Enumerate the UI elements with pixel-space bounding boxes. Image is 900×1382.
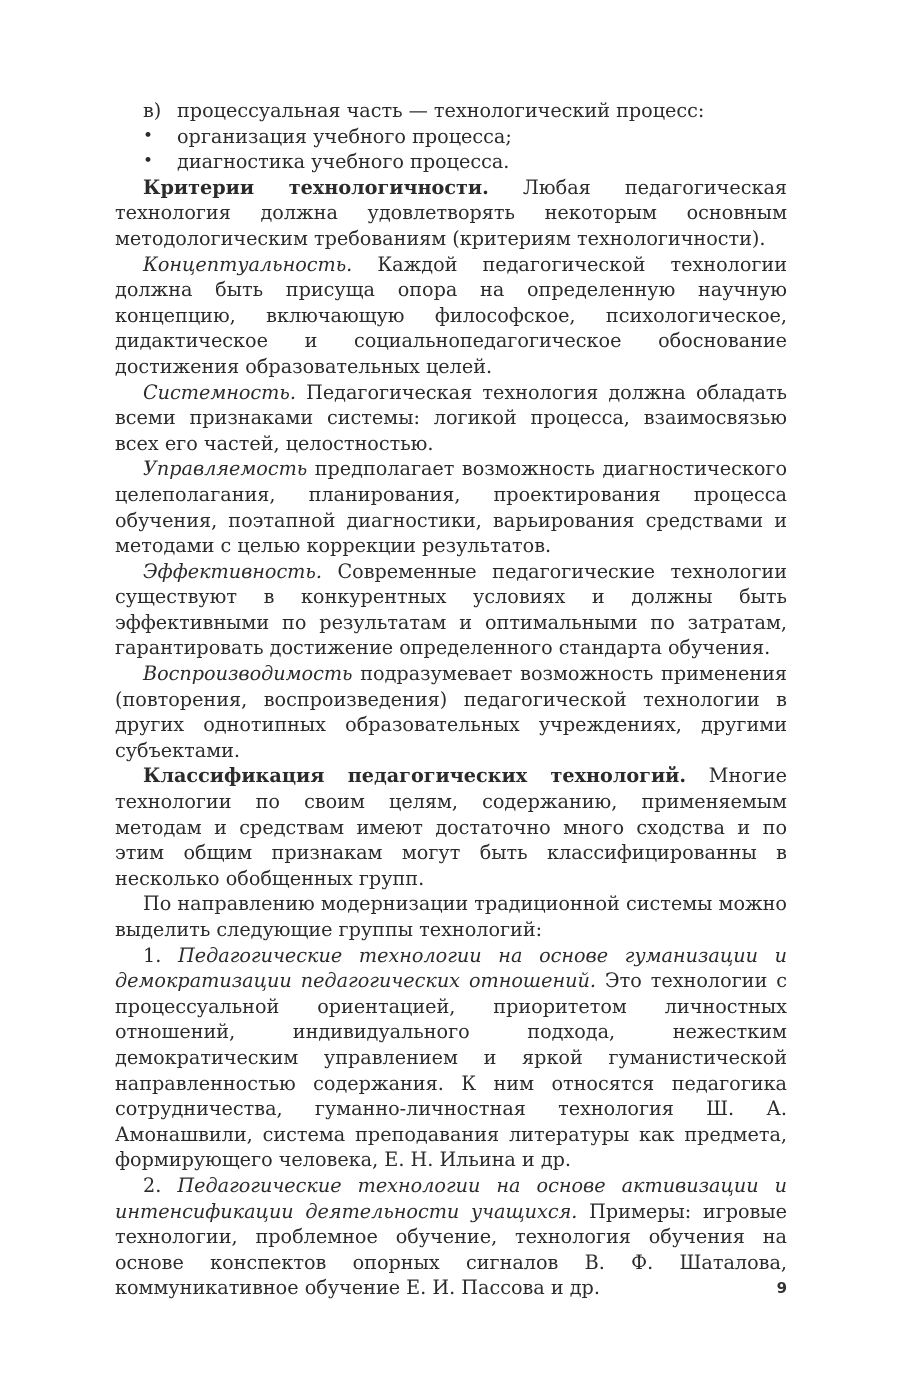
- term: Эффективность.: [143, 559, 322, 583]
- paragraph-controllability: [115, 456, 787, 558]
- paragraph-text: подразумевает возможность применения (повторения, воспроизведения) педагогической технологии в других однотипных образовательных учреждениях, другими субъектами.: [115, 662, 787, 762]
- paragraph-group-1: [115, 943, 787, 1173]
- paragraph-text: предполагает возможность диагностического целеполагания, планирования, проектирования процесса обучения, поэтапной диагностики, варьирования средствами и методами с целью коррекции результатов.: [115, 457, 787, 558]
- group-number: 2.: [143, 1173, 162, 1197]
- term: Управляемость: [143, 457, 308, 481]
- list-item-text: процессуальная часть — технологический процесс:: [177, 99, 705, 122]
- bullet-icon: •: [143, 125, 154, 146]
- bullet-item-text: организация учебного процесса;: [177, 124, 512, 148]
- bullet-item-1: [115, 124, 787, 150]
- bullet-icon: •: [143, 151, 154, 172]
- paragraph-classification: [115, 763, 787, 891]
- page-body: [115, 98, 787, 1301]
- term: Системность.: [143, 380, 296, 404]
- paragraph-reproducibility: [115, 661, 787, 763]
- paragraph-text: Современные педагогические технологии существуют в конкурентных условиях и должны быть эффективными по результатам и оптимальными по затратам, гарантировать достижение определенного стандарта обучения.: [115, 559, 787, 660]
- section-heading: Критерии технологичности.: [143, 175, 489, 199]
- paragraph-text: Каждой педагогической технологии должна быть присуща опора на определенную научную концепцию, включающую философское, психологическое, дидактическое и социальнопедагогическое обоснование достижения образовательных целей.: [115, 252, 787, 378]
- paragraph-efficiency: [115, 559, 787, 661]
- paragraph-text: Многие технологии по своим целям, содержанию, применяемым методам и средствам имеют достаточно много сходства и по этим общим признакам могут быть классифицированны в несколько обобщенных групп.: [115, 764, 787, 890]
- paragraph-text: Любая педагогическая технология должна удовлетворять некоторым основным методологическим требованиям (критериям технологичности).: [115, 175, 787, 250]
- list-marker: в): [143, 99, 162, 122]
- section-heading: Классификация педагогических технологий.: [143, 764, 687, 788]
- paragraph-criteria: [115, 175, 787, 252]
- group-number: 1.: [143, 943, 162, 967]
- page-number: 9: [776, 1279, 787, 1297]
- bullet-item-text: диагностика учебного процесса.: [177, 150, 510, 174]
- group-title: Педагогические технологии на основе активизации и интенсификации деятельности учащихся.: [115, 1173, 787, 1223]
- paragraph-conceptuality: [115, 252, 787, 380]
- term: Воспроизводимость: [143, 662, 353, 686]
- term: Концептуальность.: [143, 252, 353, 276]
- paragraph-text: Это технологии с процессуальной ориентацией, приоритетом личностных отношений, индивидуального подхода, нежестким демократическим управлением и яркой гуманистической направленностью содержания. К ним относятся педагогика сотрудничества, гуманно-личностная технология Ш. А. Амонашвили, система преподавания литературы как предмета, формирующего человека, Е. Н. Ильина и др.: [115, 969, 787, 1172]
- paragraph-text: По направлению модернизации традиционной системы можно выделить следующие группы технологий:: [115, 892, 787, 941]
- list-item-v: [115, 98, 787, 124]
- paragraph-text: Примеры: игровые технологии, проблемное обучение, технология обучения на основе конспектов опорных сигналов В. Ф. Шаталова, коммуникативное обучение Е. И. Пассова и др.: [115, 1199, 787, 1300]
- paragraph-group-2: [115, 1173, 787, 1301]
- bullet-item-2: [115, 149, 787, 175]
- paragraph-modernization: [115, 891, 787, 942]
- group-title: Педагогические технологии на основе гуманизации и демократизации педагогических отношений.: [115, 943, 787, 993]
- paragraph-systemicity: [115, 380, 787, 457]
- paragraph-text: Педагогическая технология должна обладать всеми признаками системы: логикой процесса, взаимосвязью всех его частей, целостностью.: [115, 380, 787, 455]
